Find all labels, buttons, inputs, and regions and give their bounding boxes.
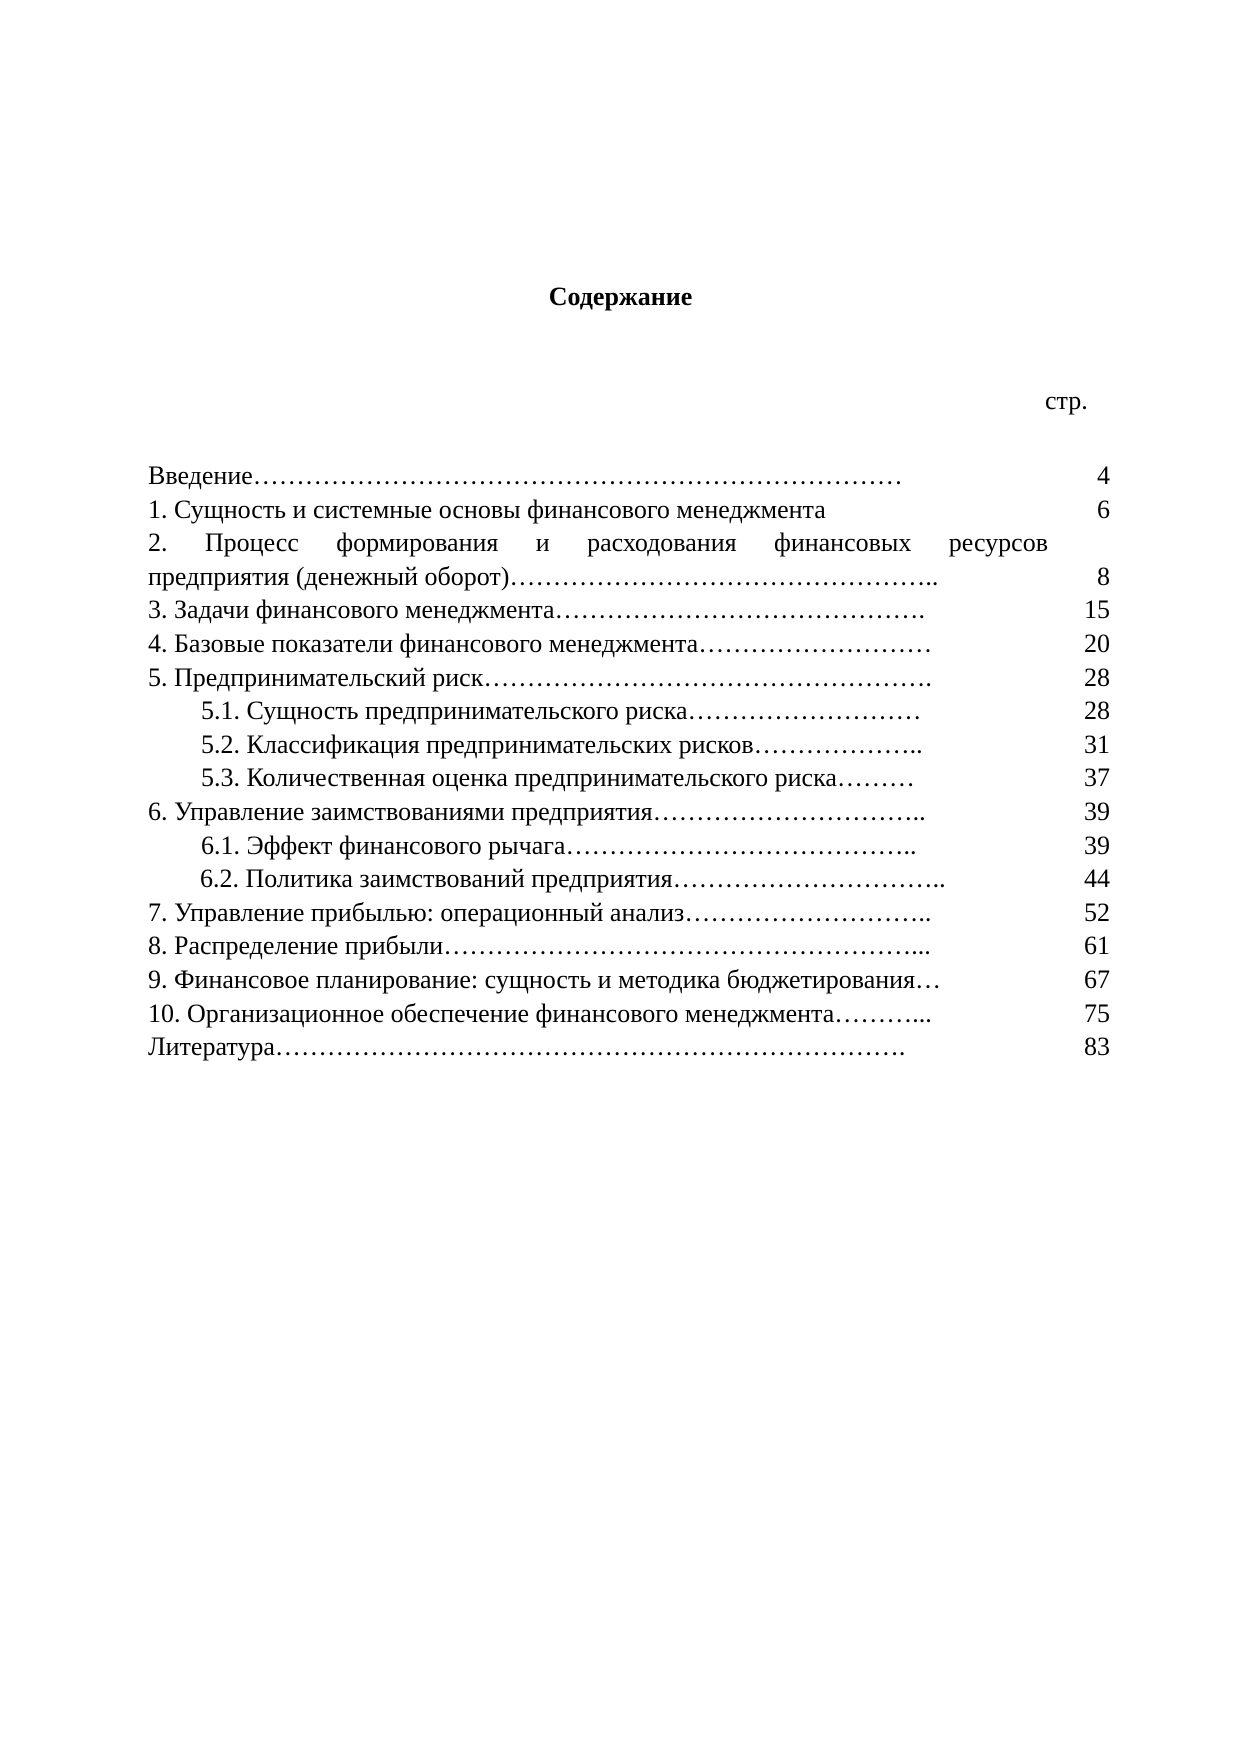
- toc-subentry[interactable]: [148, 761, 1110, 795]
- toc-entry-title: 5.1. Сущность предпринимательского риска………………………: [201, 696, 922, 726]
- toc-entry-title: предприятия (денежный оборот)…………………………………………..: [148, 561, 939, 591]
- toc-entry-page: 44: [1084, 864, 1110, 894]
- toc-entry-title: 6. Управление заимствованиями предприятия…………………………..: [148, 796, 926, 826]
- toc-entry-page: 28: [1084, 696, 1110, 726]
- toc-entry-title: 9. Финансовое планирование: сущность и методика бюджетирования…: [148, 964, 942, 994]
- toc-entry[interactable]: [148, 459, 1110, 493]
- toc-entry[interactable]: [148, 593, 1110, 627]
- toc-entry-page: 6: [1097, 494, 1110, 524]
- toc-entry-page: 39: [1084, 796, 1110, 826]
- toc-entry-page: 75: [1084, 998, 1110, 1028]
- table-of-contents: [148, 459, 1110, 1064]
- toc-entry-page: 8: [1097, 561, 1110, 591]
- toc-entry[interactable]: [148, 795, 1110, 829]
- toc-entry-title: 5. Предпринимательский риск…………………………………………….: [148, 662, 932, 692]
- toc-entry[interactable]: [148, 493, 1110, 527]
- page-title: Содержание: [548, 282, 693, 311]
- toc-entry[interactable]: [148, 929, 1110, 963]
- toc-entry-title: 4. Базовые показатели финансового менеджмента………………………: [148, 628, 933, 658]
- toc-entry[interactable]: [148, 1030, 1110, 1064]
- toc-entry-title: 5.2. Классификация предпринимательских рисков………………..: [201, 729, 923, 759]
- toc-entry-page: 31: [1084, 729, 1110, 759]
- toc-subentry[interactable]: [148, 829, 1110, 863]
- toc-subentry[interactable]: [148, 694, 1110, 728]
- toc-entry-page: 37: [1084, 763, 1110, 793]
- toc-entry-title: 6.2. Политика заимствований предприятия…………………………..: [200, 864, 946, 894]
- toc-entry-title: Введение…………………………………………………………………: [148, 461, 903, 490]
- toc-entry-title: 10. Организационное обеспечение финансового менеджмента………...: [148, 998, 932, 1028]
- toc-entry[interactable]: [148, 560, 1110, 594]
- toc-entry-page: 28: [1084, 662, 1110, 692]
- toc-entry-title: 6.1. Эффект финансового рычага…………………………………..: [201, 830, 917, 860]
- toc-entry-title: 8. Распределение прибыли………………………………………………...: [148, 931, 931, 961]
- toc-entry[interactable]: [148, 526, 1110, 560]
- toc-subentry[interactable]: [148, 862, 1110, 896]
- toc-entry-title: 3. Задачи финансового менеджмента…………………………………….: [148, 595, 925, 625]
- toc-entry-title: 2. Процесс формирования и расходования финансовых ресурсов: [148, 528, 1048, 558]
- toc-entry-page: 52: [1084, 897, 1110, 927]
- toc-entry-page: 67: [1084, 964, 1110, 994]
- toc-entry-title: 7. Управление прибылью: операционный анализ………………………..: [148, 897, 932, 927]
- toc-entry-page: 15: [1084, 595, 1110, 625]
- toc-entry-title: 1. Сущность и системные основы финансового менеджмента: [148, 494, 826, 524]
- toc-entry-page: 83: [1084, 1032, 1110, 1062]
- toc-subentry[interactable]: [148, 728, 1110, 762]
- toc-entry-title: 5.3. Количественная оценка предпринимательского риска………: [201, 763, 915, 793]
- page-column-label: стр.: [1045, 386, 1088, 415]
- toc-entry-page: 39: [1084, 830, 1110, 860]
- toc-entry[interactable]: [148, 661, 1110, 695]
- toc-entry[interactable]: [148, 963, 1110, 997]
- toc-entry[interactable]: [148, 627, 1110, 661]
- toc-entry-page: 61: [1084, 931, 1110, 961]
- toc-entry[interactable]: [148, 997, 1110, 1031]
- toc-entry-page: 20: [1084, 628, 1110, 658]
- toc-entry[interactable]: [148, 896, 1110, 930]
- toc-entry-page: 4: [1097, 461, 1110, 490]
- toc-entry-title: Литература……………………………………………………………….: [148, 1032, 906, 1062]
